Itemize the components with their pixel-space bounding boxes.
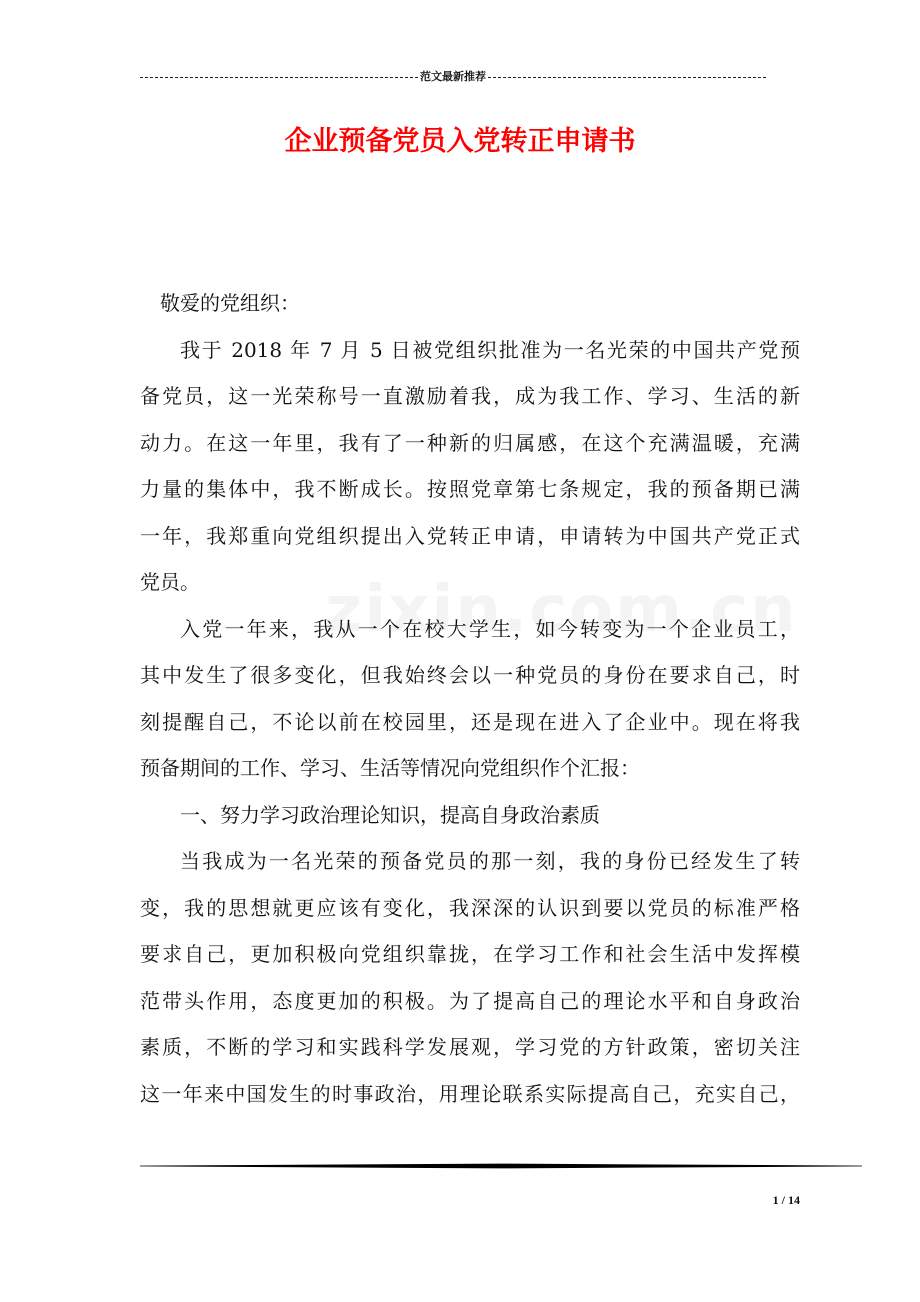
paragraph-line: 要求自己，更加积极向党组织靠拢，在学习工作和社会生活中发挥模 [140, 942, 800, 966]
paragraph-line: 备党员，这一光荣称号一直激励着我，成为我工作、学习、生活的新 [140, 384, 800, 408]
paragraph-line: 刻提醒自己，不论以前在校园里，还是现在进入了企业中。现在将我 [140, 709, 800, 734]
footer-rule [140, 1161, 862, 1171]
paragraph-line: 动力。在这一年里，我有了一种新的归属感，在这个充满温暖，充满 [140, 430, 800, 455]
header-label: 范文最新推荐 [420, 70, 486, 83]
paragraph-line: 其中发生了很多变化，但我始终会以一种党员的身份在要求自己，时 [140, 663, 800, 687]
paragraph-line: 党员。 [140, 570, 200, 594]
paragraph-line: 范带头作用，态度更加的积极。为了提高自己的理论水平和自身政治 [140, 988, 800, 1013]
header-dashes-right [488, 77, 766, 78]
paragraph-line: 变，我的思想就更应该有变化，我深深的认识到要以党员的标准严格 [140, 895, 800, 920]
document-title: 企业预备党员入党转正申请书 [284, 126, 636, 157]
paragraph-line: 当我成为一名光荣的预备党员的那一刻，我的身份已经发生了转 [180, 849, 800, 873]
paragraph [140, 838, 800, 1117]
document-body [140, 280, 800, 1117]
page-header [140, 68, 766, 86]
paragraph-line: 素质，不断的学习和实践科学发展观，学习党的方针政策，密切关注 [140, 1035, 800, 1059]
paragraph [140, 327, 800, 606]
paragraph-line: 一年，我郑重向党组织提出入党转正申请，申请转为中国共产党正式 [140, 523, 800, 548]
paragraph-line: 预备期间的工作、学习、生活等情况向党组织作个汇报： [140, 756, 640, 780]
section-heading [140, 792, 800, 839]
paragraph-line: 力量的集体中，我不断成长。按照党章第七条规定，我的预备期已满 [140, 477, 800, 501]
paragraph-line: 我于 2018 年 7 月 5 日被党组织批准为一名光荣的中国共产党预 [180, 337, 800, 362]
section-heading-text: 一、努力学习政治理论知识，提高自身政治素质 [180, 802, 600, 827]
salutation: 敬爱的党组织： [160, 291, 300, 315]
page-number: 1 / 14 [772, 1193, 800, 1207]
paragraph-line: 入党一年来，我从一个在校大学生，如今转变为一个企业员工， [180, 616, 800, 641]
paragraph [140, 606, 800, 792]
header-dashes-left [140, 77, 418, 78]
paragraph-line: 这一年来中国发生的时事政治，用理论联系实际提高自己，充实自己， [140, 1081, 800, 1106]
